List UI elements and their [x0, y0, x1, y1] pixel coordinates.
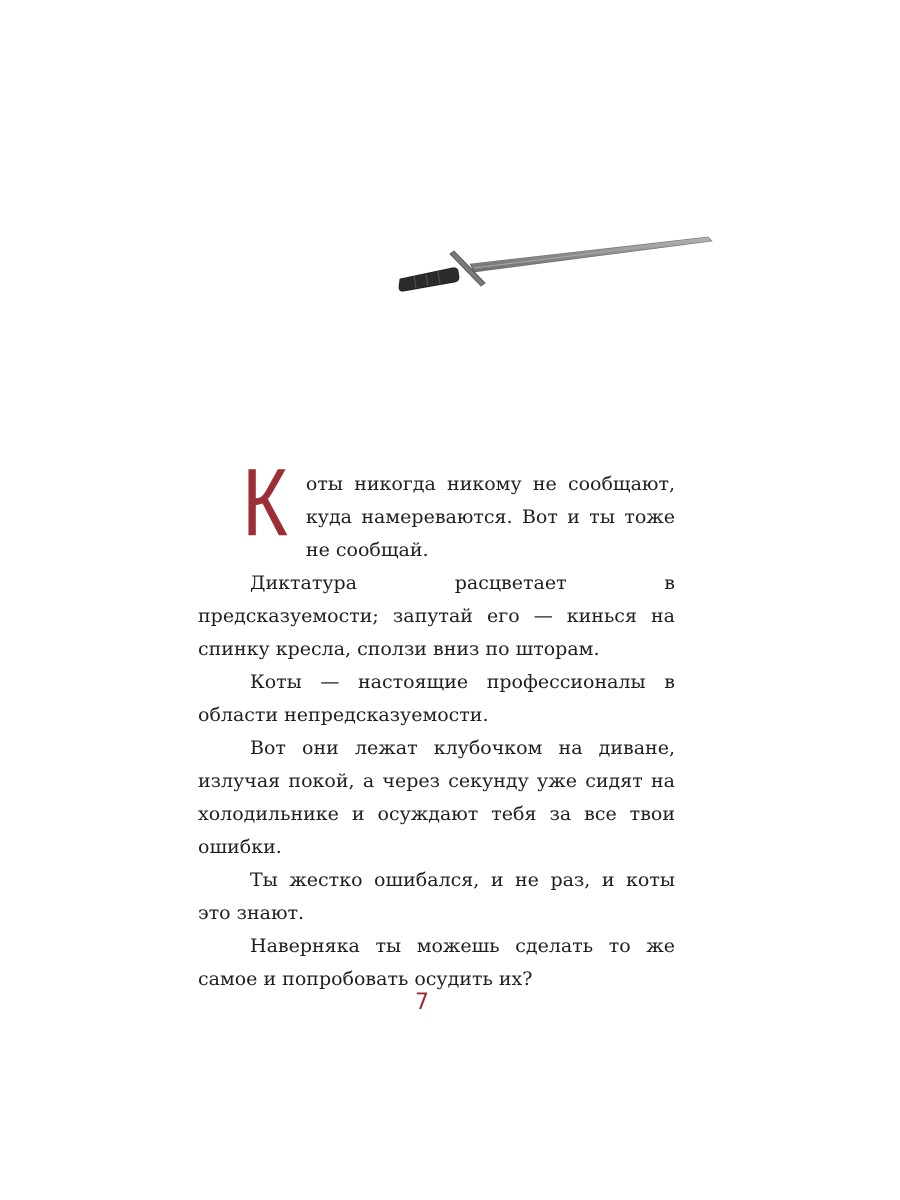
paragraph-1 — [198, 449, 675, 567]
drop-cap: К — [242, 449, 288, 556]
body-text — [198, 449, 675, 996]
paragraph-6: Наверняка ты можешь сделать то же самое и попробовать осудить их? — [198, 935, 675, 990]
paragraph-1-text: оты никогда никому не сообщают, куда намереваются. Вот и ты тоже не сообщай. — [305, 473, 675, 561]
paragraph-5: Ты жестко ошибался, и не раз, и коты это знают. — [198, 869, 675, 924]
sword-blade — [470, 237, 712, 272]
paragraph-4: Вот они лежат клубочком на диване, излучая покой, а через секунду уже сидят на холодильнике и осуждают тебя за все твои ошибки. — [198, 737, 675, 858]
sword-icon — [390, 225, 720, 335]
paragraph-3: Коты — настоящие профессионалы в области непредсказуемости. — [198, 671, 675, 726]
paragraph-2: Диктатура расцветает в предсказуемости; запутай его — кинься на спинку кресла, сползи вниз по шторам. — [198, 572, 675, 660]
page-number: 7 — [415, 990, 429, 1015]
sword-handle — [399, 268, 459, 291]
